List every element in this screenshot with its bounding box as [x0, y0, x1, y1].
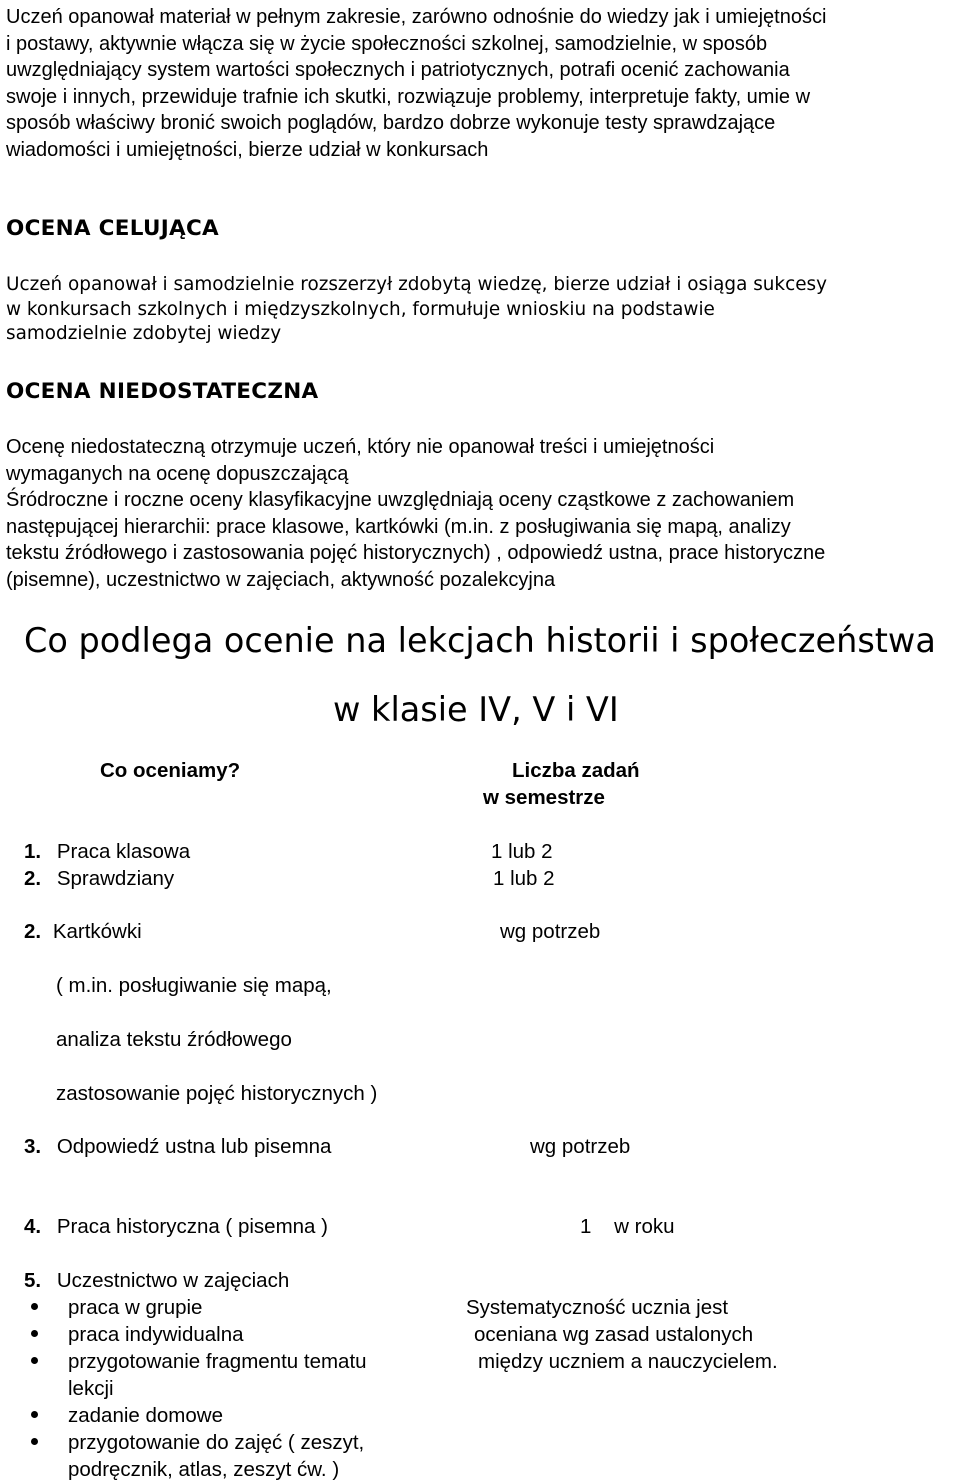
intro-line: swoje i innych, przewiduje trafnie ich skutki, rozwiązuje problemy, interpretuje fakty, umie w	[6, 85, 811, 108]
participation-note: między uczniem a nauczycielem.	[478, 1350, 778, 1373]
item-label: Odpowiedź ustna lub pisemna	[56, 1135, 332, 1158]
item-label: Praca historyczna ( pisemna )	[56, 1215, 328, 1238]
item-label: Praca klasowa	[56, 840, 191, 863]
niedostateczna-line: Śródroczne i roczne oceny klasyfikacyjne uwzględniają oceny cząstkowe z zachowaniem	[6, 489, 795, 511]
niedostateczna-line: tekstu źródłowego i zastosowania pojęć historycznych) , odpowiedź ustna, prace historyczne	[6, 542, 826, 564]
niedostateczna-line: Ocenę niedostateczną otrzymuje uczeń, który nie opanował treści i umiejętności	[6, 436, 715, 458]
item-number: 4.	[24, 1215, 42, 1238]
participation-bullet: praca w grupie	[68, 1296, 203, 1319]
table-row	[24, 1135, 331, 1159]
participation-bullet: zadanie domowe	[68, 1404, 223, 1427]
niedostateczna-line: wymaganych na ocenę dopuszczającą	[6, 462, 349, 485]
intro-paragraph	[6, 4, 956, 163]
celujaca-line: samodzielnie zdobytej wiedzy	[6, 323, 282, 345]
item-number: 2.	[24, 920, 42, 943]
celujaca-line: Uczeń opanował i samodzielnie rozszerzył zdobytą wiedzę, bierze udział i osiąga sukcesy	[6, 274, 827, 295]
table-row	[24, 1215, 328, 1239]
niedostateczna-line: (pisemne), uczestnictwo w zajęciach, aktywność pozalekcyjna	[6, 568, 556, 591]
participation-bullet: przygotowanie do zajęć ( zeszyt,	[68, 1431, 365, 1454]
item-label: Sprawdziany	[56, 867, 175, 890]
participation-bullet: przygotowanie fragmentu tematu	[68, 1350, 367, 1373]
table-row	[24, 920, 142, 944]
item-label: Uczestnictwo w zajęciach	[56, 1269, 290, 1292]
niedostateczna-paragraph	[6, 434, 825, 593]
intro-line: sposób właściwy bronić swoich poglądów, bardzo dobrze wykonuje testy sprawdzające	[6, 112, 776, 134]
bullet-icon	[31, 1438, 38, 1445]
item-number: 1.	[24, 840, 42, 863]
kartkowki-detail: analiza tekstu źródłowego	[56, 1028, 292, 1051]
section-subtitle: w klasie IV, V i VI	[333, 690, 619, 729]
participation-bullet-cont: lekcji	[68, 1377, 114, 1400]
bullet-icon	[31, 1411, 38, 1418]
intro-line: i postawy, aktywnie włącza się w życie społeczności szkolnej, samodzielnie, w sposób	[6, 32, 768, 55]
intro-line: uwzględniający system wartości społecznych i patriotycznych, potrafi ocenić zachowania	[6, 59, 790, 81]
col-header-count: Liczba zadań	[512, 759, 640, 782]
participation-bullet: praca indywidualna	[68, 1323, 244, 1346]
heading-celujaca: OCENA CELUJĄCA	[6, 216, 219, 241]
participation-note: Systematyczność ucznia jest	[466, 1296, 729, 1319]
intro-line: Uczeń opanował materiał w pełnym zakresie, zarówno odnośnie do wiedzy jak i umiejętności	[6, 6, 827, 28]
bullet-icon	[31, 1303, 38, 1310]
celujaca-paragraph	[6, 273, 827, 347]
item-value: 1 lub 2	[491, 840, 553, 863]
col-header-count-2: w semestrze	[483, 786, 605, 809]
niedostateczna-line: następującej hierarchii: prace klasowe, kartkówki (m.in. z posługiwania się mapą, analizy	[6, 515, 791, 538]
item-value: wg potrzeb	[500, 920, 601, 943]
item-number: 2.	[24, 867, 42, 890]
bullet-icon	[31, 1330, 38, 1337]
table-row	[24, 1269, 289, 1293]
section-title: Co podlega ocenie na lekcjach historii i społeczeństwa	[24, 621, 936, 660]
intro-line: wiadomości i umiejętności, bierze udział w konkursach	[6, 138, 489, 161]
participation-bullet-cont: podręcznik, atlas, zeszyt ćw. )	[68, 1458, 340, 1481]
celujaca-line: w konkursach szkolnych i międzyszkolnych, formułuje wnioskiu na podstawie	[6, 298, 715, 320]
item-value: 1 lub 2	[493, 867, 555, 890]
heading-niedostateczna: OCENA NIEDOSTATECZNA	[6, 379, 319, 404]
table-row	[24, 867, 174, 891]
table-row	[24, 840, 190, 864]
bullet-icon	[31, 1357, 38, 1364]
item-number: 3.	[24, 1135, 42, 1158]
col-header-what: Co oceniamy?	[100, 759, 241, 782]
item-number: 5.	[24, 1269, 42, 1292]
kartkowki-detail: zastosowanie pojęć historycznych )	[56, 1082, 378, 1105]
kartkowki-detail: ( m.in. posługiwanie się mapą,	[56, 974, 332, 997]
item-label: Kartkówki	[52, 920, 142, 943]
participation-note: oceniana wg zasad ustalonych	[474, 1323, 754, 1346]
item-value: wg potrzeb	[530, 1135, 631, 1158]
item-value: 1 w roku	[580, 1215, 675, 1238]
